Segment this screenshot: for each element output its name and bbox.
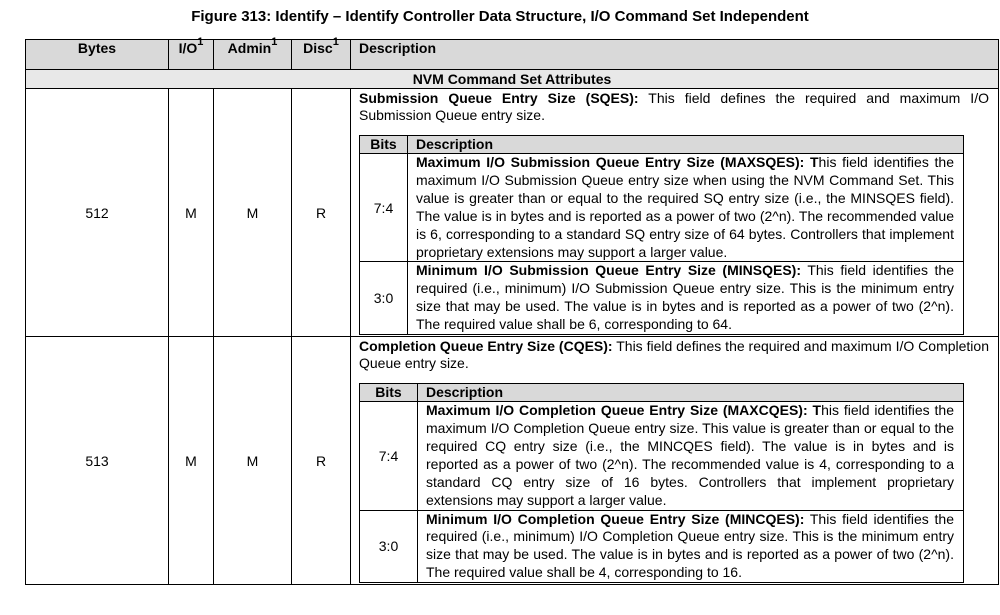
bit-field-text: This field identifies the required (i.e., minimum) I/O Completion Queue entry size. This is the minimum entry size that may be used. The value is in bytes and is reported as a power of two (2^n). The required value shall be 4, corresponding to 16. [426,510,954,581]
field-text: This field defines the required and maximum I/O Submission Queue entry size. [359,90,989,123]
admin-cell: M [214,337,292,585]
bit-field-text: his field identifies the maximum I/O Submission Queue entry size when using the NVM Command Set. This value is greater than or equal to the required SQ entry size (i.e., the MINSQES field). The value is in bytes and is reported as a power of two (2^n). The recommended value is 6, corresponding to a standard SQ entry size of 64 bytes. Controllers that implement proprietary extensions may support a larger value. [416,154,955,260]
bit-range: 7:4 [360,154,408,262]
bit-range: 7:4 [360,402,418,510]
bit-description [408,154,964,262]
bit-field-text: This field identifies the required (i.e., minimum) I/O Submission Queue entry size. This is the minimum entry size that may be used. The value is in bytes and is reported as a power of two (2^n). The required value shall be 6, corresponding to 64. [416,262,955,333]
field-text: This field defines the required and maximum I/O Completion Queue entry size. [359,338,989,372]
header-bytes: Bytes [26,40,169,70]
io-cell: M [169,337,214,585]
field-name: Completion Queue Entry Size (CQES): [359,338,613,355]
bit-field-name: Maximum I/O Completion Queue Entry Size (MAXCQES): T [426,402,822,419]
table-header-row [26,40,999,70]
header-description: Description [351,40,999,70]
description-cell [351,89,999,337]
bit-range: 3:0 [360,510,418,583]
admin-cell: M [214,89,292,337]
field-intro [359,90,989,124]
bytes-cell: 513 [26,337,169,585]
disc-cell: R [292,337,351,585]
bits-table [359,135,964,335]
disc-cell: R [292,89,351,337]
bits-row [360,262,964,335]
bits-row [360,510,964,583]
table-row [26,337,999,585]
footnote-mark: 1 [332,36,339,49]
field-name: Submission Queue Entry Size (SQES): [359,90,639,106]
header-disc: Disc$^1$ [292,40,351,70]
header-admin: Admin$^1$ [214,40,292,70]
figure-caption: Figure 313: Identify – Identify Controller Data Structure, I/O Command Set Independent [191,8,809,25]
bit-description [418,510,964,583]
bits-description-header: Description [408,136,964,154]
field-intro [359,338,989,372]
footnote-mark: 1 [271,36,278,49]
bits-header: Bits [360,136,408,154]
bit-description [408,262,964,335]
bit-field-name: Maximum I/O Submission Queue Entry Size (MAXSQES): T [416,154,819,170]
bit-field-name: Minimum I/O Submission Queue Entry Size (MINSQES): [416,262,801,279]
bits-description-header: Description [418,384,964,402]
bits-header: Bits [360,384,418,402]
footnote-mark: 1 [197,36,204,49]
bit-field-name: Minimum I/O Completion Queue Entry Size (MINCQES): [426,510,805,527]
bit-description [418,402,964,510]
table-row [26,89,999,337]
section-title: NVM Command Set Attributes [26,70,999,89]
bytes-cell: 512 [26,89,169,337]
bit-field-text: his field identifies the maximum I/O Completion Queue entry size. This value is greater than or equal to the required CQ entry size (i.e., the MINCQES field). The value is in bytes and is reported as a power of two (2^n). The recommended value is 4, corresponding to a standard CQ entry size of 16 bytes. Controllers that implement proprietary extensions may support a larger value. [426,402,955,508]
bits-row [360,154,964,262]
bits-table [359,383,964,583]
description-cell [351,337,999,585]
bits-row [360,402,964,510]
bit-range: 3:0 [360,262,408,335]
header-io: $I/O^1$ [169,40,214,70]
identify-controller-table [25,36,999,585]
io-cell: M [169,89,214,337]
section-row [26,70,999,89]
